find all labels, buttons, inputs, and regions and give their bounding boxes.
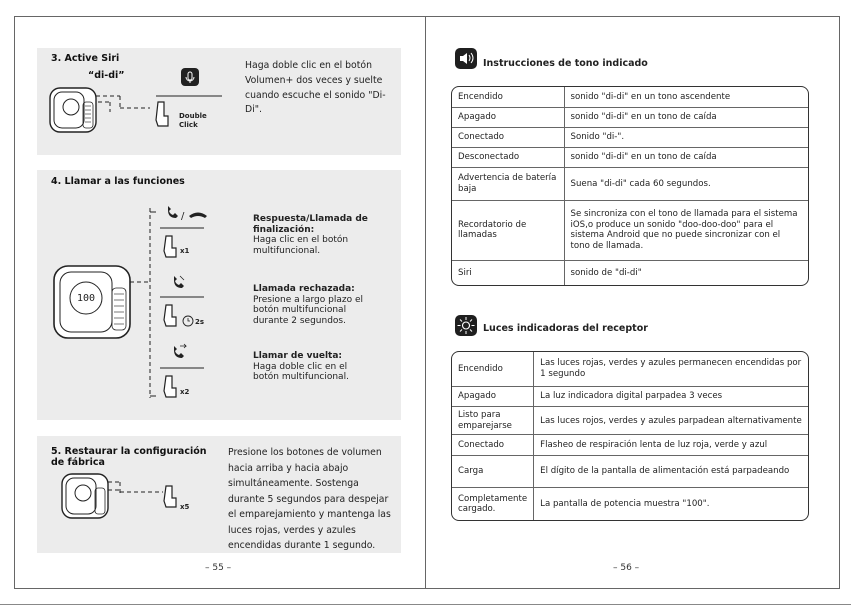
tone-description: Suena "di-di" cada 60 segundos. — [564, 168, 808, 200]
calls-title: 4. Llamar a las funciones — [51, 176, 185, 187]
page-number-left: – 55 – — [205, 563, 232, 573]
light-event: Completamente cargado. — [452, 488, 534, 520]
tone-event: Siri — [452, 261, 564, 285]
svg-text:/: / — [181, 211, 185, 222]
lights-table — [451, 351, 809, 521]
table-row — [452, 87, 808, 107]
light-description: Flasheo de respiración lenta de luz roja, verde y azul — [534, 435, 808, 455]
tone-event: Desconectado — [452, 148, 564, 168]
siri-sound-label: “di-di” — [88, 70, 125, 81]
light-event: Apagado — [452, 386, 534, 406]
answer-call-text: Haga clic en el botón multifuncional. — [253, 235, 349, 256]
light-event: Encendido — [452, 352, 534, 386]
light-icon — [455, 315, 477, 336]
answer-call-item — [253, 214, 373, 256]
tone-event: Recordatorio de llamadas — [452, 200, 564, 261]
tone-description: sonido "di-di" en un tono de caída — [564, 148, 808, 168]
callback-text: Haga doble clic en el botón multifuncional. — [253, 361, 349, 383]
table-row — [452, 127, 808, 147]
table-row — [452, 107, 808, 127]
earpiece-device-icon — [62, 474, 108, 518]
reject-call-item — [253, 284, 377, 326]
double-click-label: Double Click — [179, 112, 207, 129]
table-row — [452, 455, 808, 487]
tone-description: sonido de "di-di" — [570, 267, 642, 278]
page-number-right: – 56 – — [613, 563, 640, 573]
table-row — [452, 488, 808, 520]
tone-event: Conectado — [452, 127, 564, 147]
speaker-icon — [455, 48, 477, 69]
reject-call-title: Llamada rechazada: — [253, 284, 355, 294]
reset-title: 5. Restaurar la configuración de fábrica — [51, 446, 207, 468]
table-row — [452, 261, 808, 285]
table-row — [452, 148, 808, 168]
light-description: Las luces rojas, verdes y azules permanecen encendidas por 1 segundo — [534, 352, 808, 386]
tone-description: Se sincroniza con el tono de llamada para el sistema iOS,o produce un sonido "doo-doo-doo" para el sistema Android que no puede sincronizar con el tono de llamada. — [564, 200, 808, 261]
tones-title: Instrucciones de tono indicado — [483, 58, 648, 69]
light-event: Carga — [452, 455, 534, 487]
table-row — [452, 407, 808, 435]
page-divider — [425, 16, 426, 589]
light-description: El dígito de la pantalla de alimentación está parpadeando — [534, 455, 808, 487]
earpiece-device-icon — [50, 88, 96, 132]
tone-description: sonido "di-di" en un tono ascendente — [564, 87, 808, 107]
lights-title: Luces indicadoras del receptor — [483, 323, 648, 334]
click-count-x2: x2 — [180, 388, 190, 396]
light-description: Las luces rojos, verdes y azules parpadean alternativamente — [534, 407, 808, 435]
callback-item — [253, 351, 373, 383]
tone-event: Apagado — [452, 107, 564, 127]
callback-title: Llamar de vuelta: — [253, 351, 343, 361]
bottom-rule — [0, 604, 851, 605]
siri-instructions: Haga doble clic en el botón Volumen+ dos veces y suelte cuando escuche el sonido "Di-Di". — [245, 60, 386, 116]
hold-duration-2s: 2s — [195, 318, 205, 326]
table-row — [452, 386, 808, 406]
tone-description: Sonido "di-". — [564, 127, 808, 147]
tone-event: Advertencia de batería baja — [452, 168, 564, 200]
table-row — [452, 168, 808, 200]
reset-instructions: Presione los botones de volumen hacia arriba y hacia abajo simultáneamente. Sostenga durante 5 segundos para despejar el emparejamiento y mantenga las luces rojas, verdes y azules encendidas durante 1 segundo. — [228, 447, 391, 551]
light-description: La pantalla de potencia muestra "100". — [540, 498, 710, 509]
tone-event: Encendido — [452, 87, 564, 107]
table-row — [452, 352, 808, 386]
tones-table — [451, 86, 809, 286]
click-count-x1: x1 — [180, 247, 190, 255]
answer-call-title: Respuesta/Llamada de finalización: — [253, 214, 368, 235]
tone-description: sonido "di-di" en un tono de caída — [564, 107, 808, 127]
device-display: 100 — [77, 293, 96, 304]
table-row — [452, 200, 808, 261]
light-event: Listo para emparejarse — [452, 407, 534, 435]
reject-call-text: Presione a largo plazo el botón multifuncional durante 2 segundos. — [253, 294, 363, 326]
calls-diagram — [46, 200, 216, 410]
press-count-x5: x5 — [180, 503, 190, 511]
light-event: Conectado — [452, 435, 534, 455]
light-description: La luz indicadora digital parpadea 3 veces — [534, 386, 808, 406]
siri-diagram — [44, 64, 244, 144]
siri-title: 3. Active Siri — [51, 53, 120, 64]
table-row — [452, 435, 808, 455]
